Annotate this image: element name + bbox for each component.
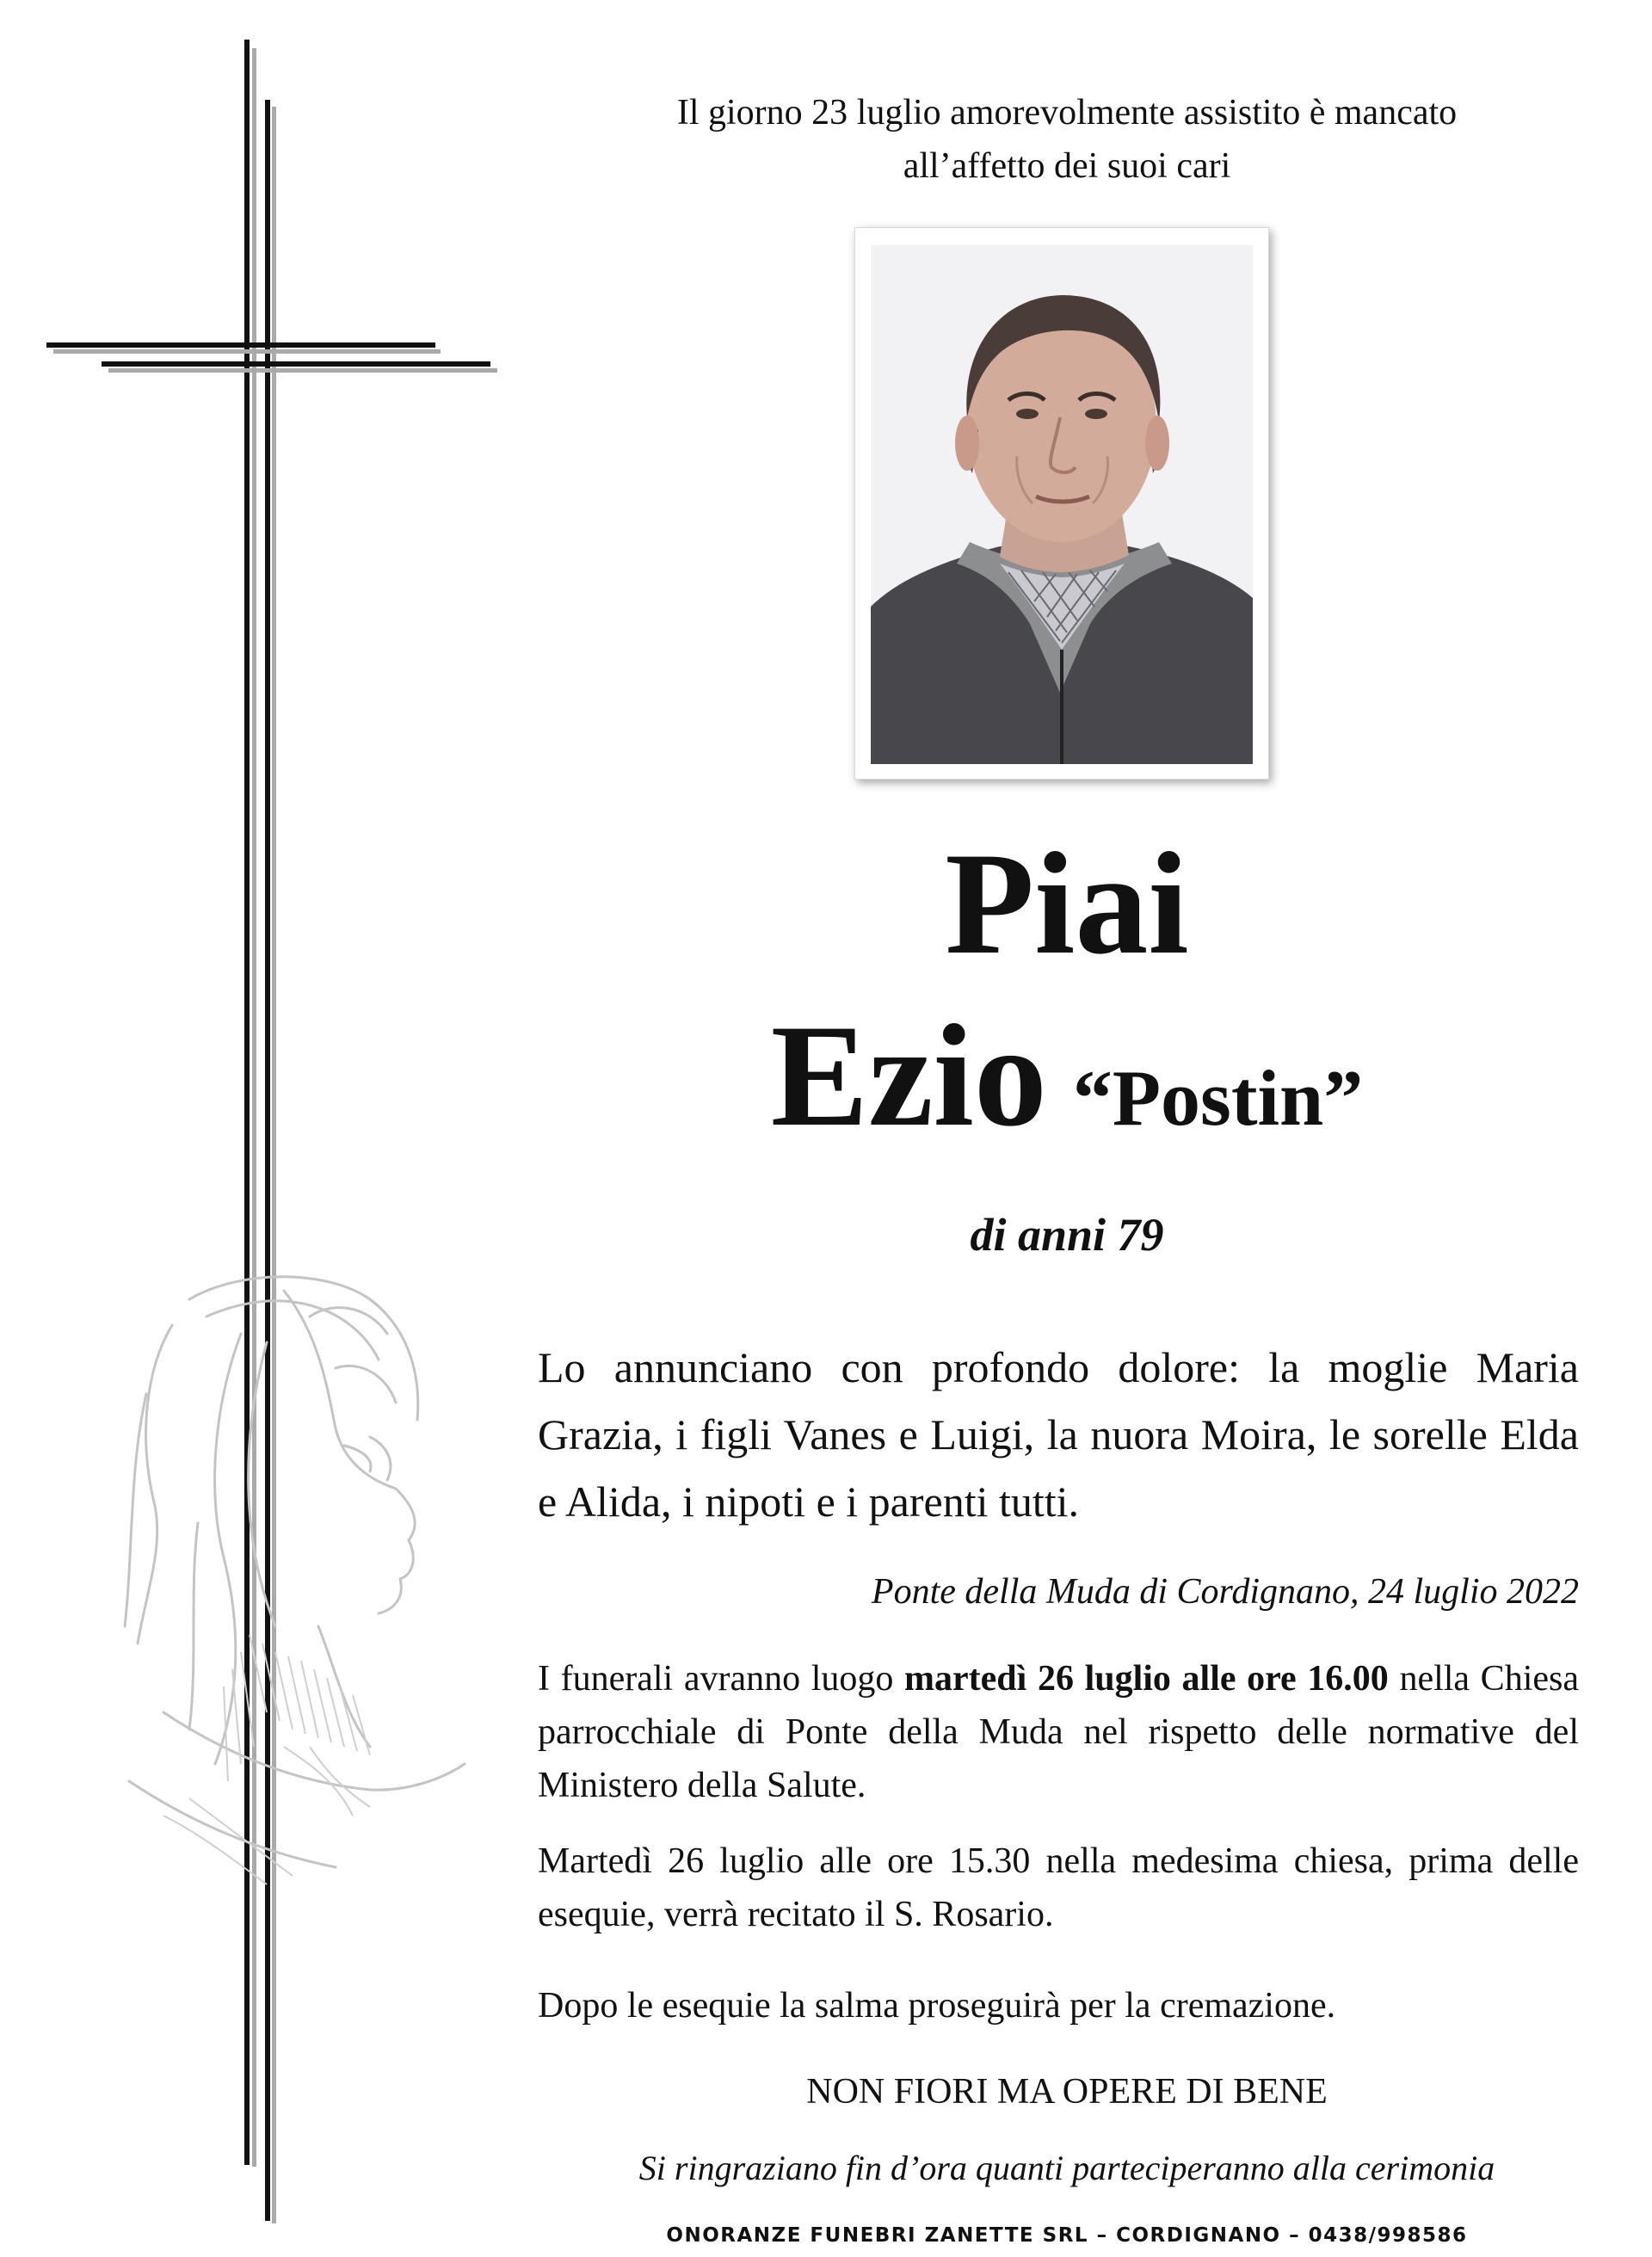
deceased-surname: Piai xyxy=(945,823,1189,984)
cross-horizontal-shadow-2 xyxy=(108,368,497,373)
no-flowers-notice: NON FIORI MA OPERE DI BENE xyxy=(806,2072,1328,2112)
portrait-illustration xyxy=(871,245,1253,764)
portrait-frame xyxy=(854,227,1269,780)
deceased-nickname: “Postin” xyxy=(1072,1054,1364,1142)
funeral-info-datetime: martedì 26 luglio alle ore 16.00 xyxy=(904,1659,1389,1699)
cross-vertical-line-2 xyxy=(265,100,270,2221)
portrait-photo xyxy=(871,245,1253,764)
funeral-info xyxy=(538,1652,1579,1812)
funeral-info-before: I funerali avranno luogo xyxy=(538,1659,905,1699)
cross-horizontal-shadow-1 xyxy=(53,349,441,354)
cross-horizontal-line-1 xyxy=(46,342,435,348)
funeral-info-after: nella Chiesa parrocchiale di Ponte della Muda nel rispetto delle normative del Ministero della Salute. xyxy=(538,1659,1579,1805)
rosary-info: Martedì 26 luglio alle ore 15.30 nella medesima chiesa, prima delle esequie, verrà recitato il S. Rosario. xyxy=(538,1841,1579,1934)
place-date: Ponte della Muda di Cordignano, 24 luglio 2022 xyxy=(871,1572,1579,1612)
cross-horizontal-line-2 xyxy=(102,361,490,367)
deceased-first-name: Ezio xyxy=(770,995,1047,1156)
announcement-text: Lo annunciano con profondo dolore: la moglie Maria Grazia, i figli Vanes e Luigi, la nuora Moira, le sorelle Elda e Alida, i nipoti e i parenti tutti. xyxy=(538,1343,1579,1526)
intro-line-2: all’affetto dei suoi cari xyxy=(903,146,1231,186)
deceased-name-line xyxy=(516,995,1618,1199)
thanks-text: Si ringraziano fin d’ora quanti parteciperanno alla cerimonia xyxy=(638,2149,1495,2187)
christ-face-sketch xyxy=(112,1265,482,1902)
funeral-home-footer: ONORANZE FUNEBRI ZANETTE SRL – CORDIGNANO – 0438/998586 xyxy=(666,2224,1468,2247)
cremation-info: Dopo le esequie la salma proseguirà per la cremazione. xyxy=(538,1986,1336,2026)
cross-vertical-shadow-2 xyxy=(272,107,276,2223)
intro-text xyxy=(516,86,1618,193)
intro-line-1: Il giorno 23 luglio amorevolmente assistito è mancato xyxy=(676,93,1458,133)
deceased-age: di anni 79 xyxy=(970,1209,1164,1261)
